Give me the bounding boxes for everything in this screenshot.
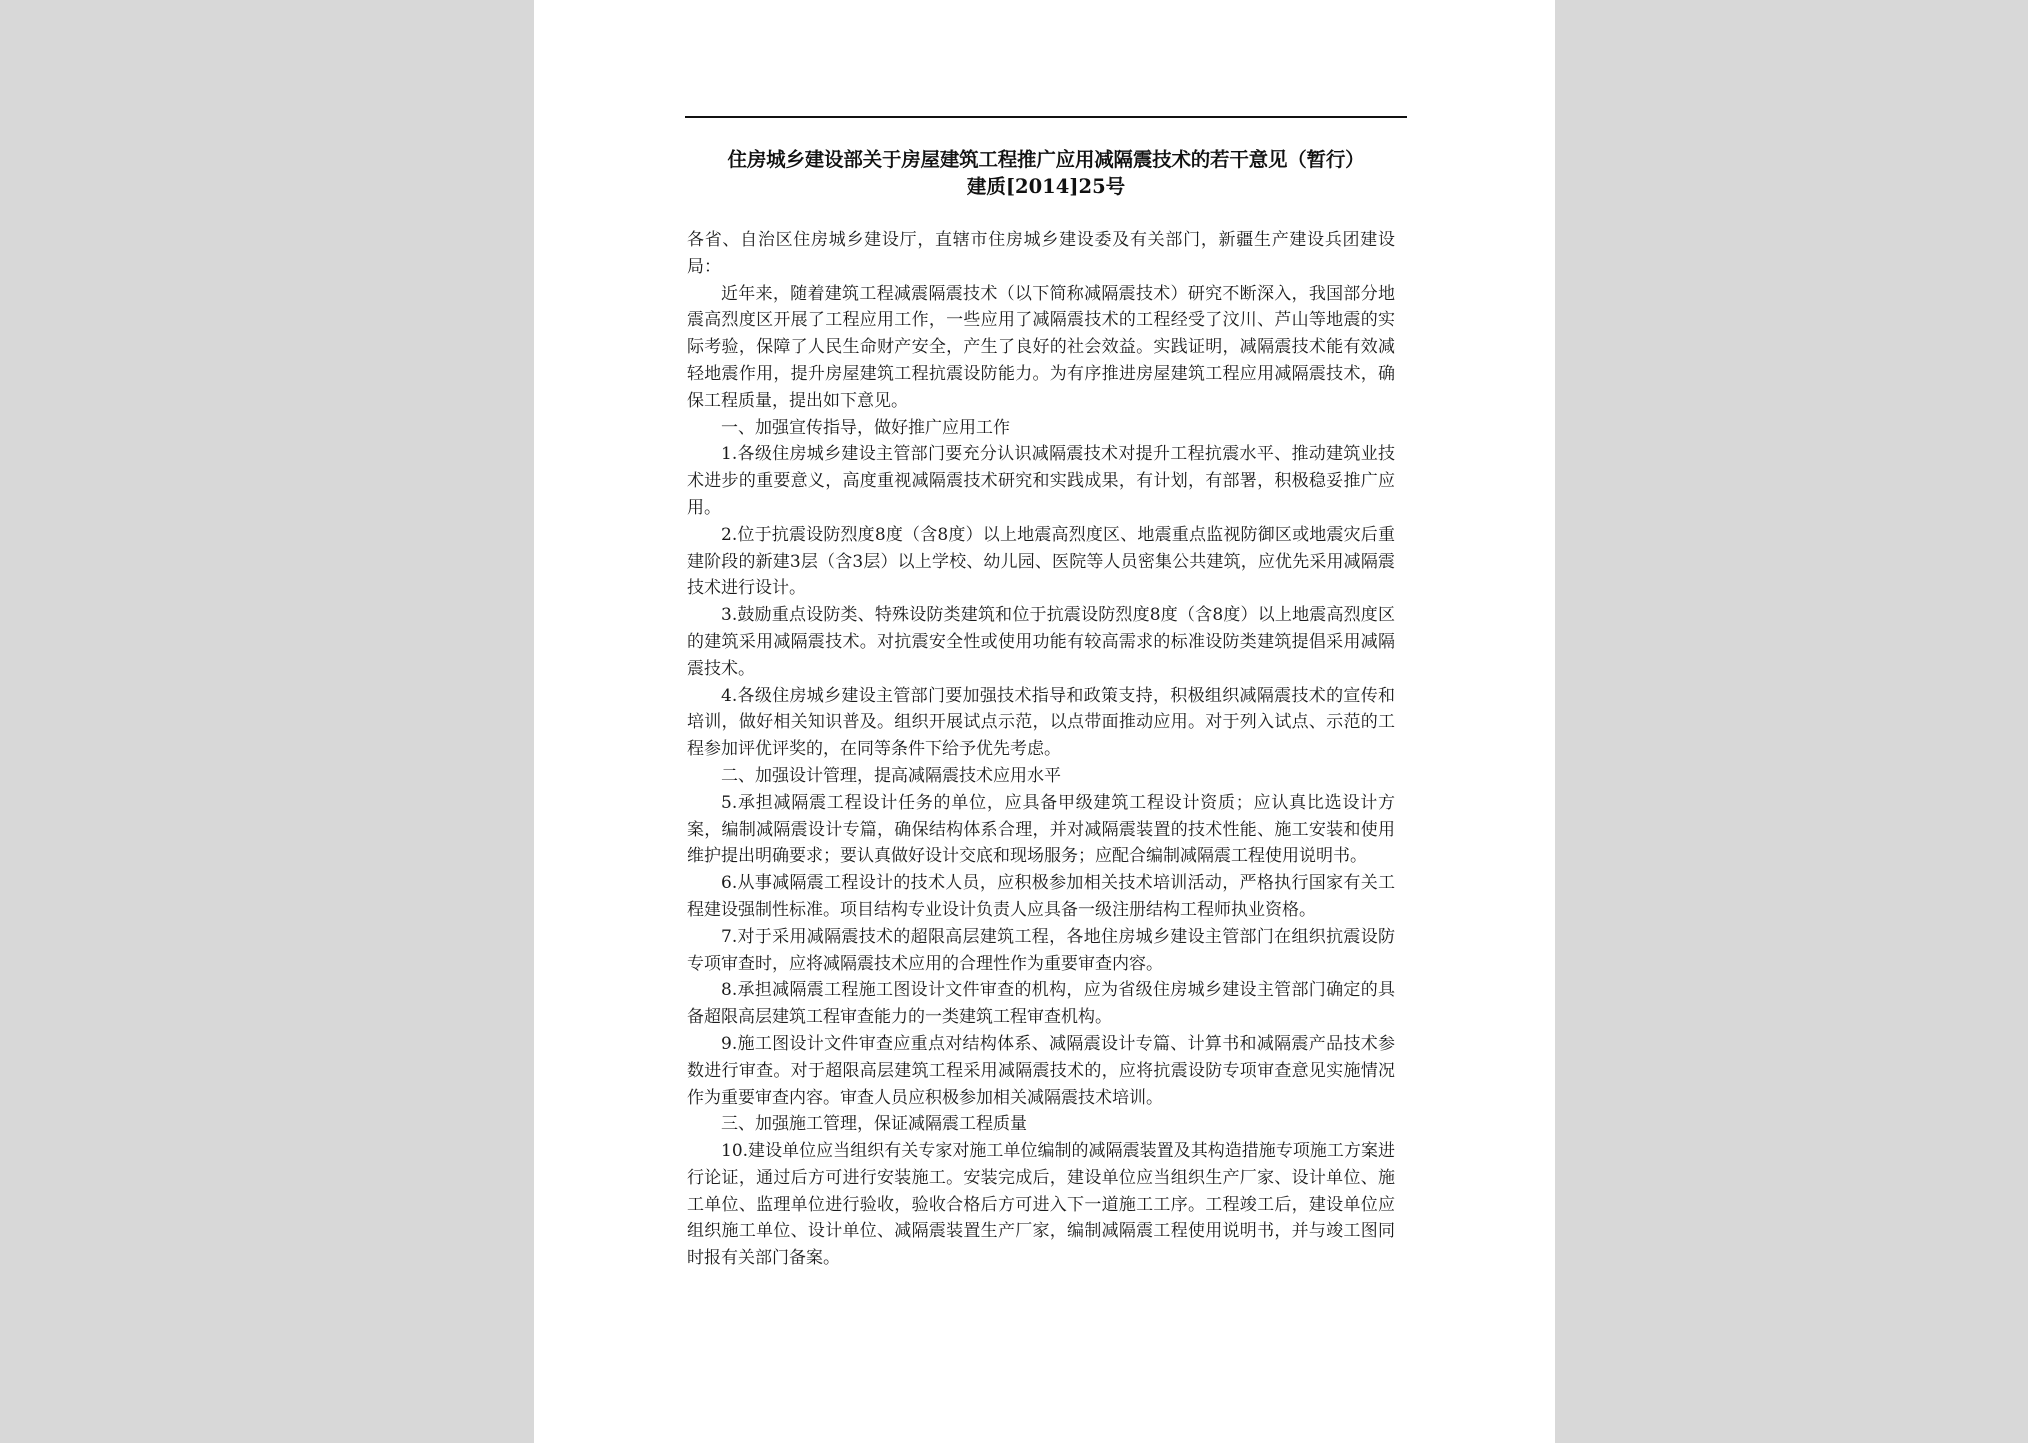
item-7: 7.对于采用减隔震技术的超限高层建筑工程，各地住房城乡建设主管部门在组织抗震设防专项审查时，应将减隔震技术应用的合理性作为重要审查内容。 — [687, 926, 1395, 974]
section-heading-2: 二、加强设计管理，提高减隔震技术应用水平 — [721, 765, 1061, 786]
document-number: 建质[2014]25号 — [966, 175, 1126, 198]
section-heading-3: 三、加强施工管理，保证减隔震工程质量 — [721, 1114, 1027, 1135]
section-heading-1: 一、加强宣传指导，做好推广应用工作 — [721, 417, 1010, 438]
item-8: 8.承担减隔震工程施工图设计文件审查的机构，应为省级住房城乡建设主管部门确定的具备超限高层建筑工程审查能力的一类建筑工程审查机构。 — [687, 980, 1395, 1028]
intro-paragraph: 近年来，随着建筑工程减震隔震技术（以下简称减隔震技术）研究不断深入，我国部分地震高烈度区开展了工程应用工作，一些应用了减隔震技术的工程经受了汶川、芦山等地震的实际考验，保障了人民生命财产安全，产生了良好的社会效益。实践证明，减隔震技术能有效减轻地震作用，提升房屋建筑工程抗震设防能力。为有序推进房屋建筑工程应用减隔震技术，确保工程质量，提出如下意见。 — [687, 283, 1395, 411]
document-page — [534, 0, 1555, 1443]
document-body — [687, 227, 1395, 1272]
item-3: 3.鼓励重点设防类、特殊设防类建筑和位于抗震设防烈度8度（含8度）以上地震高烈度区的建筑采用减隔震技术。对抗震安全性或使用功能有较高需求的标准设防类建筑提倡采用减隔震技术。 — [687, 605, 1395, 679]
item-6: 6.从事减隔震工程设计的技术人员，应积极参加相关技术培训活动，严格执行国家有关工程建设强制性标准。项目结构专业设计负责人应具备一级注册结构工程师执业资格。 — [687, 873, 1395, 920]
document-title: 住房城乡建设部关于房屋建筑工程推广应用减隔震技术的若干意见（暂行） — [727, 148, 1365, 171]
item-1: 1.各级住房城乡建设主管部门要充分认识减隔震技术对提升工程抗震水平、推动建筑业技术进步的重要意义，高度重视减隔震技术研究和实践成果，有计划，有部署，积极稳妥推广应用。 — [687, 444, 1395, 518]
salutation: 各省、自治区住房城乡建设厅，直辖市住房城乡建设委及有关部门，新疆生产建设兵团建设局： — [687, 230, 1395, 277]
item-2: 2.位于抗震设防烈度8度（含8度）以上地震高烈度区、地震重点监视防御区或地震灾后重建阶段的新建3层（含3层）以上学校、幼儿园、医院等人员密集公共建筑，应优先采用减隔震技术进行设计。 — [687, 524, 1395, 599]
item-5: 5.承担减隔震工程设计任务的单位，应具备甲级建筑工程设计资质；应认真比选设计方案，编制减隔震设计专篇，确保结构体系合理，并对减隔震装置的技术性能、施工安装和使用维护提出明确要求；要认真做好设计交底和现场服务；应配合编制减隔震工程使用说明书。 — [687, 792, 1395, 867]
item-4: 4.各级住房城乡建设主管部门要加强技术指导和政策支持，积极组织减隔震技术的宣传和培训，做好相关知识普及。组织开展试点示范，以点带面推动应用。对于列入试点、示范的工程参加评优评奖的，在同等条件下给予优先考虑。 — [687, 685, 1395, 760]
item-10: 10.建设单位应当组织有关专家对施工单位编制的减隔震装置及其构造措施专项施工方案进行论证，通过后方可进行安装施工。安装完成后，建设单位应当组织生产厂家、设计单位、施工单位、监理单位进行验收，验收合格后方可进入下一道施工工序。工程竣工后，建设单位应组织施工单位、设计单位、减隔震装置生产厂家，编制减隔震工程使用说明书，并与竣工图同时报有关部门备案。 — [687, 1141, 1395, 1269]
header-rule — [685, 116, 1407, 118]
item-9: 9.施工图设计文件审查应重点对结构体系、减隔震设计专篇、计算书和减隔震产品技术参数进行审查。对于超限高层建筑工程采用减隔震技术的，应将抗震设防专项审查意见实施情况作为重要审查内容。审查人员应积极参加相关减隔震技术培训。 — [687, 1033, 1395, 1108]
